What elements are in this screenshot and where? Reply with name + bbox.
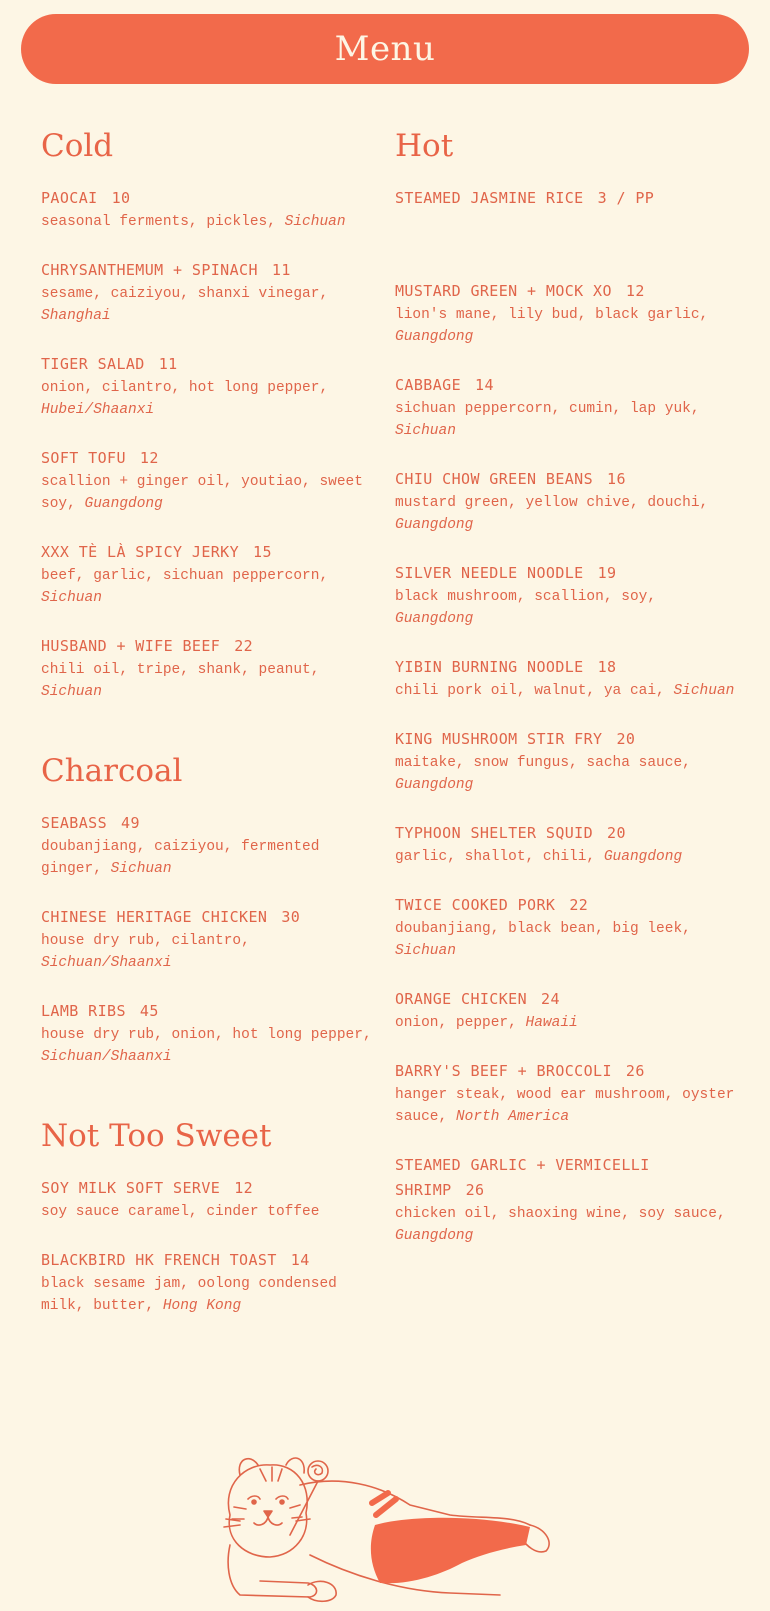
menu-item-region: Guangdong xyxy=(395,517,474,533)
menu-item-title xyxy=(41,258,381,283)
menu-item xyxy=(395,1059,740,1128)
menu-item-price: 10 xyxy=(111,189,131,207)
menu-item-title xyxy=(395,893,740,918)
menu-item-name: STEAMED JASMINE RICE xyxy=(395,189,584,207)
menu-item-ingredients: black sesame jam, oolong condensed milk, butter, xyxy=(41,1276,337,1314)
menu-item-name: KING MUSHROOM STIR FRY xyxy=(395,730,603,748)
menu-item-description xyxy=(395,398,740,442)
menu-item-region: Sichuan xyxy=(110,861,172,877)
menu-header-banner xyxy=(21,14,749,84)
menu-item xyxy=(395,893,740,962)
menu-item-name: CHIU CHOW GREEN BEANS xyxy=(395,470,594,488)
menu-item-title xyxy=(395,1059,740,1084)
menu-item-price: 14 xyxy=(290,1251,310,1269)
menu-item-region: Shanghai xyxy=(41,308,111,324)
menu-item-price: 15 xyxy=(253,543,272,561)
menu-item-name: MUSTARD GREEN + MOCK XO xyxy=(395,282,612,300)
menu-item-name: STEAMED GARLIC + VERMICELLI SHRIMP xyxy=(395,1156,650,1199)
menu-item xyxy=(41,1176,381,1223)
menu-item-title xyxy=(41,999,381,1024)
menu-item-title xyxy=(41,905,381,930)
menu-item-title xyxy=(41,634,381,659)
menu-item xyxy=(41,905,381,974)
menu-item-region: Guangdong xyxy=(395,611,474,627)
menu-item-price: 30 xyxy=(281,908,301,926)
menu-item-price: 14 xyxy=(475,376,494,394)
menu-item-ingredients: beef, garlic, sichuan peppercorn, xyxy=(41,568,329,584)
menu-item-name: CABBAGE xyxy=(395,376,462,394)
menu-item-price: 11 xyxy=(158,355,178,373)
section-title-cold: Cold xyxy=(41,128,114,164)
section-not-too-sweet xyxy=(41,1114,381,1317)
menu-item-title xyxy=(395,655,740,680)
menu-item xyxy=(41,811,381,880)
menu-item-region: Guangdong xyxy=(395,1228,474,1244)
menu-item-description xyxy=(41,211,381,233)
menu-item-description xyxy=(41,930,381,974)
menu-item-region: Sichuan xyxy=(41,684,102,700)
menu-item-title xyxy=(41,446,381,471)
menu-item-description xyxy=(395,752,740,796)
menu-item-region: Sichuan xyxy=(395,943,456,959)
menu-item-description xyxy=(41,283,381,327)
menu-item-description xyxy=(41,377,381,421)
menu-item-title xyxy=(395,727,740,752)
menu-item-region: Guangdong xyxy=(603,849,683,865)
menu-item-ingredients: garlic, shallot, chili, xyxy=(395,849,604,865)
menu-item-region: Sichuan xyxy=(41,590,102,606)
menu-item-region: North America xyxy=(455,1109,570,1125)
section-hot xyxy=(395,124,740,1247)
menu-item xyxy=(395,1153,740,1247)
menu-item-description xyxy=(41,1024,381,1068)
section-cold xyxy=(41,124,381,703)
menu-item-title xyxy=(41,811,381,836)
menu-item-description xyxy=(41,836,381,880)
menu-item-ingredients: onion, cilantro, hot long pepper, xyxy=(41,380,329,396)
menu-item-title xyxy=(41,352,381,377)
menu-item-ingredients: scallion + ginger oil, youtiao, sweet soy, xyxy=(41,474,363,512)
section-title-not-too-sweet: Not Too Sweet xyxy=(41,1118,272,1154)
menu-item-title xyxy=(395,373,740,398)
menu-item xyxy=(41,540,381,609)
menu-item-title xyxy=(395,987,740,1012)
menu-item-ingredients: lion's mane, lily bud, black garlic, xyxy=(395,307,709,323)
menu-item-title xyxy=(395,1153,740,1203)
menu-item-region: Guangdong xyxy=(395,329,474,345)
menu-item-ingredients: chili oil, tripe, shank, peanut, xyxy=(41,662,320,678)
menu-item-name: HUSBAND + WIFE BEEF xyxy=(41,637,221,655)
menu-item-region: Hubei/Shaanxi xyxy=(41,402,155,418)
menu-item-description xyxy=(395,680,740,702)
menu-item-name: TWICE COOKED PORK xyxy=(395,896,556,914)
menu-item xyxy=(395,373,740,442)
menu-item-ingredients: seasonal ferments, pickles, xyxy=(41,214,285,230)
menu-item-name: YIBIN BURNING NOODLE xyxy=(395,658,584,676)
menu-item xyxy=(41,1248,381,1317)
menu-item-ingredients: black mushroom, scallion, soy, xyxy=(395,589,657,605)
menu-item-title xyxy=(41,1248,381,1273)
menu-item-name: LAMB RIBS xyxy=(41,1002,126,1020)
menu-item-description xyxy=(395,1084,740,1128)
menu-item-name: CHINESE HERITAGE CHICKEN xyxy=(41,908,268,926)
menu-item xyxy=(41,446,381,515)
menu-item-price: 26 xyxy=(465,1181,485,1199)
menu-item-name: XXX TÈ LÀ SPICY JERKY xyxy=(41,543,240,561)
menu-item-region: Hawaii xyxy=(525,1015,578,1031)
menu-item-description xyxy=(41,1273,381,1317)
menu-item-ingredients: hanger steak, wood ear mushroom, oyster sauce, xyxy=(395,1087,735,1125)
menu-item-description xyxy=(395,492,740,536)
menu-item-description xyxy=(395,586,740,630)
menu-item-title xyxy=(41,1176,381,1201)
menu-item xyxy=(395,561,740,630)
menu-item-name: SOFT TOFU xyxy=(41,449,126,467)
menu-item-price: 20 xyxy=(607,824,626,842)
menu-item-region: Sichuan/Shaanxi xyxy=(41,955,172,971)
menu-item-name: ORANGE CHICKEN xyxy=(395,990,528,1008)
menu-item-name: TYPHOON SHELTER SQUID xyxy=(395,824,594,842)
menu-item-price: 12 xyxy=(234,1179,254,1197)
menu-item-ingredients: soy sauce caramel, cinder toffee xyxy=(41,1204,320,1220)
page-title: Menu xyxy=(334,29,436,69)
menu-item-price: 22 xyxy=(234,637,254,655)
menu-item-ingredients: onion, pepper, xyxy=(395,1015,526,1031)
menu-item-ingredients: house dry rub, onion, hot long pepper, xyxy=(41,1027,372,1043)
menu-item-price: 49 xyxy=(121,814,140,832)
menu-item-description xyxy=(41,1201,381,1223)
menu-item-price: 3 / PP xyxy=(597,189,655,207)
menu-item-ingredients: sesame, caiziyou, shanxi vinegar, xyxy=(41,286,329,302)
menu-item-ingredients: maitake, snow fungus, sacha sauce, xyxy=(395,755,691,771)
menu-item-region: Sichuan xyxy=(284,214,346,230)
menu-item-ingredients: house dry rub, cilantro, xyxy=(41,933,250,949)
menu-item xyxy=(41,258,381,327)
menu-item xyxy=(395,821,740,868)
menu-item-title xyxy=(395,821,740,846)
menu-item-ingredients: doubanjiang, caiziyou, fermented ginger, xyxy=(41,839,320,877)
menu-item-region: Guangdong xyxy=(395,777,474,793)
section-charcoal xyxy=(41,749,381,1068)
menu-item-region: Sichuan/Shaanxi xyxy=(41,1049,172,1065)
menu-item-description xyxy=(395,846,740,868)
menu-item-title xyxy=(395,279,740,304)
menu-item xyxy=(395,727,740,796)
menu-item-title xyxy=(41,540,381,565)
menu-item-name: BARRY'S BEEF + BROCCOLI xyxy=(395,1062,612,1080)
menu-item xyxy=(395,987,740,1034)
reclining-tiger-illustration xyxy=(200,1445,570,1611)
menu-item-title xyxy=(395,467,740,492)
menu-item-description xyxy=(41,471,381,515)
menu-item-name: SOY MILK SOFT SERVE xyxy=(41,1179,221,1197)
menu-item xyxy=(41,634,381,703)
menu-item-price: 26 xyxy=(625,1062,645,1080)
menu-item-name: TIGER SALAD xyxy=(41,355,145,373)
menu-item-description xyxy=(395,1012,740,1034)
menu-item-price: 16 xyxy=(607,470,626,488)
menu-item-region: Sichuan xyxy=(673,683,735,699)
menu-item-name: BLACKBIRD HK FRENCH TOAST xyxy=(41,1251,277,1269)
menu-item xyxy=(41,186,381,233)
menu-item xyxy=(395,279,740,348)
menu-item-title xyxy=(395,561,740,586)
menu-item-description xyxy=(41,565,381,609)
menu-item-name: SEABASS xyxy=(41,814,108,832)
section-title-charcoal: Charcoal xyxy=(41,753,183,789)
menu-item-ingredients: doubanjiang, black bean, big leek, xyxy=(395,921,691,937)
menu-item-price: 19 xyxy=(597,564,617,582)
menu-item xyxy=(41,999,381,1068)
menu-item xyxy=(395,655,740,702)
section-title-hot: Hot xyxy=(395,128,454,164)
menu-item-ingredients: mustard green, yellow chive, douchi, xyxy=(395,495,709,511)
menu-item xyxy=(41,352,381,421)
menu-item-title xyxy=(41,186,381,211)
menu-item-price: 12 xyxy=(139,449,159,467)
menu-item-region: Sichuan xyxy=(395,423,456,439)
menu-item-ingredients: sichuan peppercorn, cumin, lap yuk, xyxy=(395,401,700,417)
right-column xyxy=(395,124,740,1293)
menu-item-price: 45 xyxy=(139,1002,159,1020)
menu-item xyxy=(395,467,740,536)
menu-item-price: 12 xyxy=(625,282,645,300)
menu-item-ingredients: chicken oil, shaoxing wine, soy sauce, xyxy=(395,1206,726,1222)
menu-item-description xyxy=(395,918,740,962)
menu-item-description xyxy=(41,659,381,703)
menu-item-region: Hong Kong xyxy=(162,1298,242,1314)
menu-item-name: CHRYSANTHEMUM + SPINACH xyxy=(41,261,258,279)
menu-item-price: 24 xyxy=(541,990,560,1008)
menu-item-ingredients: chili pork oil, walnut, ya cai, xyxy=(395,683,674,699)
left-column xyxy=(41,124,381,1363)
menu-item-region: Guangdong xyxy=(84,496,163,512)
menu-item-description xyxy=(395,1203,740,1247)
menu-item-name: PAOCAI xyxy=(41,189,98,207)
menu-item-price: 20 xyxy=(616,730,636,748)
menu-item-description xyxy=(395,304,740,348)
menu-item-title xyxy=(395,186,740,211)
menu-item-price: 11 xyxy=(271,261,291,279)
menu-item-price: 22 xyxy=(569,896,589,914)
menu-item-name: SILVER NEEDLE NOODLE xyxy=(395,564,584,582)
menu-item xyxy=(395,186,740,254)
menu-item-price: 18 xyxy=(597,658,617,676)
